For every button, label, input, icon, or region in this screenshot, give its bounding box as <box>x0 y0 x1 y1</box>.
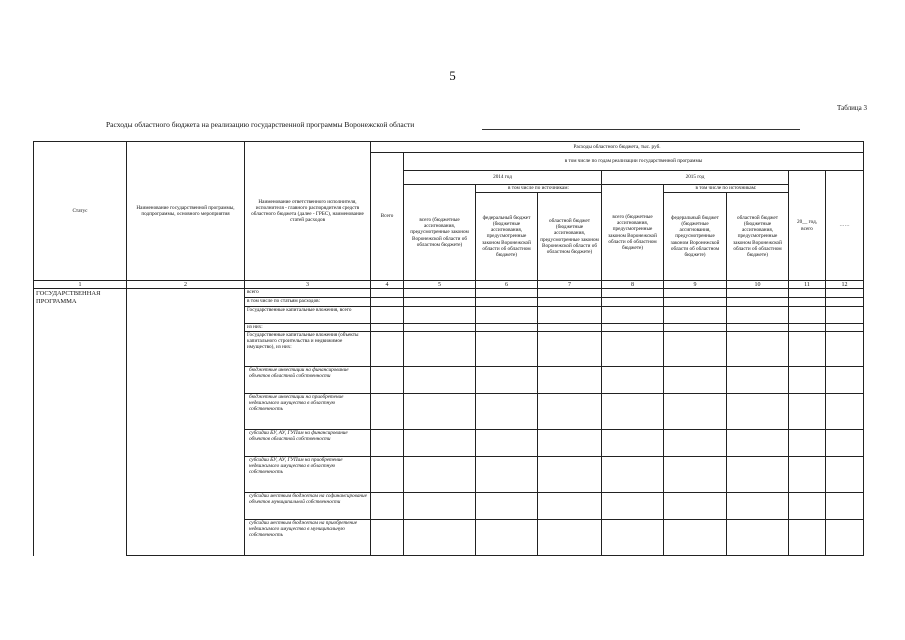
cell <box>826 367 864 394</box>
cell <box>538 520 602 556</box>
cell <box>371 289 404 298</box>
cell <box>727 430 789 457</box>
cell <box>826 298 864 307</box>
column-number: 9 <box>664 281 727 289</box>
cell <box>476 367 538 394</box>
cell <box>602 493 664 520</box>
cell <box>826 430 864 457</box>
cell <box>727 493 789 520</box>
cell <box>826 324 864 332</box>
expenses-table <box>33 141 864 556</box>
cell <box>538 457 602 493</box>
cell <box>476 298 538 307</box>
cell <box>664 367 727 394</box>
cell <box>476 307 538 324</box>
cell <box>664 332 727 367</box>
cell <box>404 367 476 394</box>
cell <box>404 289 476 298</box>
column-number: 6 <box>476 281 538 289</box>
cell <box>727 457 789 493</box>
cell <box>789 367 826 394</box>
cell <box>789 457 826 493</box>
cell <box>664 298 727 307</box>
cell <box>826 289 864 298</box>
cell <box>664 493 727 520</box>
cell <box>602 324 664 332</box>
title-underline <box>482 129 800 130</box>
header-executor: Наименование ответственного исполнителя, исполнителя - главного распорядителя средств областного бюджета (далее - ГРБС), наименование статей расходов <box>245 142 371 281</box>
cell <box>538 332 602 367</box>
header-all-2015: всего (бюджетные ассигнования, предусмотренные законом Воронежской области об областном бюджете) <box>602 185 664 281</box>
cell <box>371 394 404 430</box>
cell <box>538 324 602 332</box>
cell <box>404 430 476 457</box>
cell <box>602 289 664 298</box>
header-expenses-title: Расходы областного бюджета, тыс. руб. <box>371 142 864 153</box>
cell <box>371 430 404 457</box>
cell <box>664 289 727 298</box>
cell <box>727 367 789 394</box>
cell <box>538 367 602 394</box>
cell <box>602 457 664 493</box>
column-number: 10 <box>727 281 789 289</box>
column-number: 7 <box>538 281 602 289</box>
row-label: из них: <box>245 324 371 332</box>
header-status: Статус <box>34 142 127 281</box>
cell <box>826 394 864 430</box>
header-program-name: Наименование государственной программы, подпрограммы, основного мероприятия <box>127 142 245 281</box>
cell <box>371 367 404 394</box>
header-year-2014: 2014 год <box>404 171 602 185</box>
cell <box>538 307 602 324</box>
row-label: в том числе по статьям расходов: <box>245 298 371 307</box>
cell <box>664 430 727 457</box>
cell <box>476 324 538 332</box>
cell <box>371 324 404 332</box>
cell <box>404 298 476 307</box>
row-label: субсидии местным бюджетам на софинансирование объектов муниципальной собственности <box>245 493 371 520</box>
header-sources-2015: в том числе по источникам: <box>664 185 789 193</box>
cell <box>664 520 727 556</box>
cell <box>826 520 864 556</box>
cell <box>476 394 538 430</box>
row-label: бюджетные инвестиции на финансирование объектов областной собственности <box>245 367 371 394</box>
table-label: Таблица 3 <box>837 104 867 112</box>
cell <box>404 332 476 367</box>
row-label: Государственные капитальные вложения (объекты капитального строительства и недвижимое имущество), из них: <box>245 332 371 367</box>
cell <box>476 332 538 367</box>
cell <box>404 457 476 493</box>
cell <box>602 520 664 556</box>
cell <box>476 493 538 520</box>
cell <box>664 324 727 332</box>
cell <box>826 493 864 520</box>
cell <box>602 430 664 457</box>
cell <box>727 332 789 367</box>
cell <box>664 394 727 430</box>
column-numbers-row <box>34 281 864 289</box>
cell <box>476 520 538 556</box>
column-number: 1 <box>34 281 127 289</box>
header-federal-2015: федеральный бюджет (бюджетные ассигнования, предусмотренные законом Воронежской области об областном бюджете) <box>664 193 727 281</box>
cell <box>371 307 404 324</box>
cell <box>602 307 664 324</box>
cell <box>826 332 864 367</box>
cell <box>664 457 727 493</box>
header-sources-2014: в том числе по источникам: <box>476 185 602 193</box>
cell <box>476 289 538 298</box>
header-all-2014: всего (бюджетные ассигнования, предусмотренные законом Воронежской области об областном бюджете) <box>404 185 476 281</box>
cell <box>789 430 826 457</box>
cell <box>789 298 826 307</box>
header-total: Всего <box>371 153 404 281</box>
row-label: Государственные капитальные вложения, всего <box>245 307 371 324</box>
row-label: субсидии местным бюджетам на приобретение недвижимого имущества в муниципальную собственность <box>245 520 371 556</box>
cell <box>404 493 476 520</box>
header-year-20: 20__ год, всего <box>789 171 826 281</box>
header-dots: …… <box>826 171 864 281</box>
row-label: бюджетные инвестиции на приобретение недвижимого имущества в областную собственность <box>245 394 371 430</box>
document-title: Расходы областного бюджета на реализацию государственной программы Воронежской области <box>106 120 415 129</box>
header-regional-2015: областной бюджет (бюджетные ассигнования, предусмотренные законом Воронежской области об областном бюджете) <box>727 193 789 281</box>
cell <box>789 493 826 520</box>
cell <box>404 324 476 332</box>
cell <box>371 457 404 493</box>
cell <box>538 289 602 298</box>
row-label: субсидии БУ, АУ, ГУПам на приобретение недвижимого имущества в областную собственность <box>245 457 371 493</box>
cell <box>538 493 602 520</box>
cell <box>727 324 789 332</box>
column-number: 12 <box>826 281 864 289</box>
cell <box>404 520 476 556</box>
header-year-2015: 2015 год <box>602 171 789 185</box>
cell <box>602 394 664 430</box>
column-number: 2 <box>127 281 245 289</box>
cell <box>538 298 602 307</box>
column-number: 3 <box>245 281 371 289</box>
cell <box>371 332 404 367</box>
cell <box>789 520 826 556</box>
cell <box>789 394 826 430</box>
cell <box>476 457 538 493</box>
cell <box>727 307 789 324</box>
header-by-years: в том числе по годам реализации государственной программы <box>404 153 864 171</box>
cell <box>538 430 602 457</box>
cell <box>371 493 404 520</box>
cell <box>826 307 864 324</box>
cell <box>727 298 789 307</box>
row-label: субсидии БУ, АУ, ГУПам на финансирование объектов областной собственности <box>245 430 371 457</box>
header-federal-2014: федеральный бюджет (бюджетные ассигнования, предусмотренные законом Воронежской области об областном бюджете) <box>476 193 538 281</box>
cell <box>371 520 404 556</box>
cell <box>602 298 664 307</box>
column-number: 8 <box>602 281 664 289</box>
cell <box>476 430 538 457</box>
table-row <box>34 289 864 298</box>
cell <box>404 307 476 324</box>
cell <box>727 289 789 298</box>
cell <box>789 307 826 324</box>
cell <box>826 457 864 493</box>
header-regional-2014: областной бюджет (бюджетные ассигнования, предусмотренные законом Воронежской области об областном бюджете) <box>538 193 602 281</box>
program-name-cell <box>127 289 245 556</box>
column-number: 5 <box>404 281 476 289</box>
cell <box>727 394 789 430</box>
cell <box>789 289 826 298</box>
page-number: 5 <box>449 68 456 83</box>
row-label: всего <box>245 289 371 298</box>
column-number: 11 <box>789 281 826 289</box>
column-number: 4 <box>371 281 404 289</box>
cell <box>538 394 602 430</box>
cell <box>602 332 664 367</box>
cell <box>371 298 404 307</box>
cell <box>404 394 476 430</box>
cell <box>789 324 826 332</box>
cell <box>664 307 727 324</box>
cell <box>727 520 789 556</box>
status-cell: ГОСУДАРСТВЕННАЯ ПРОГРАММА <box>34 289 127 556</box>
cell <box>789 332 826 367</box>
cell <box>602 367 664 394</box>
